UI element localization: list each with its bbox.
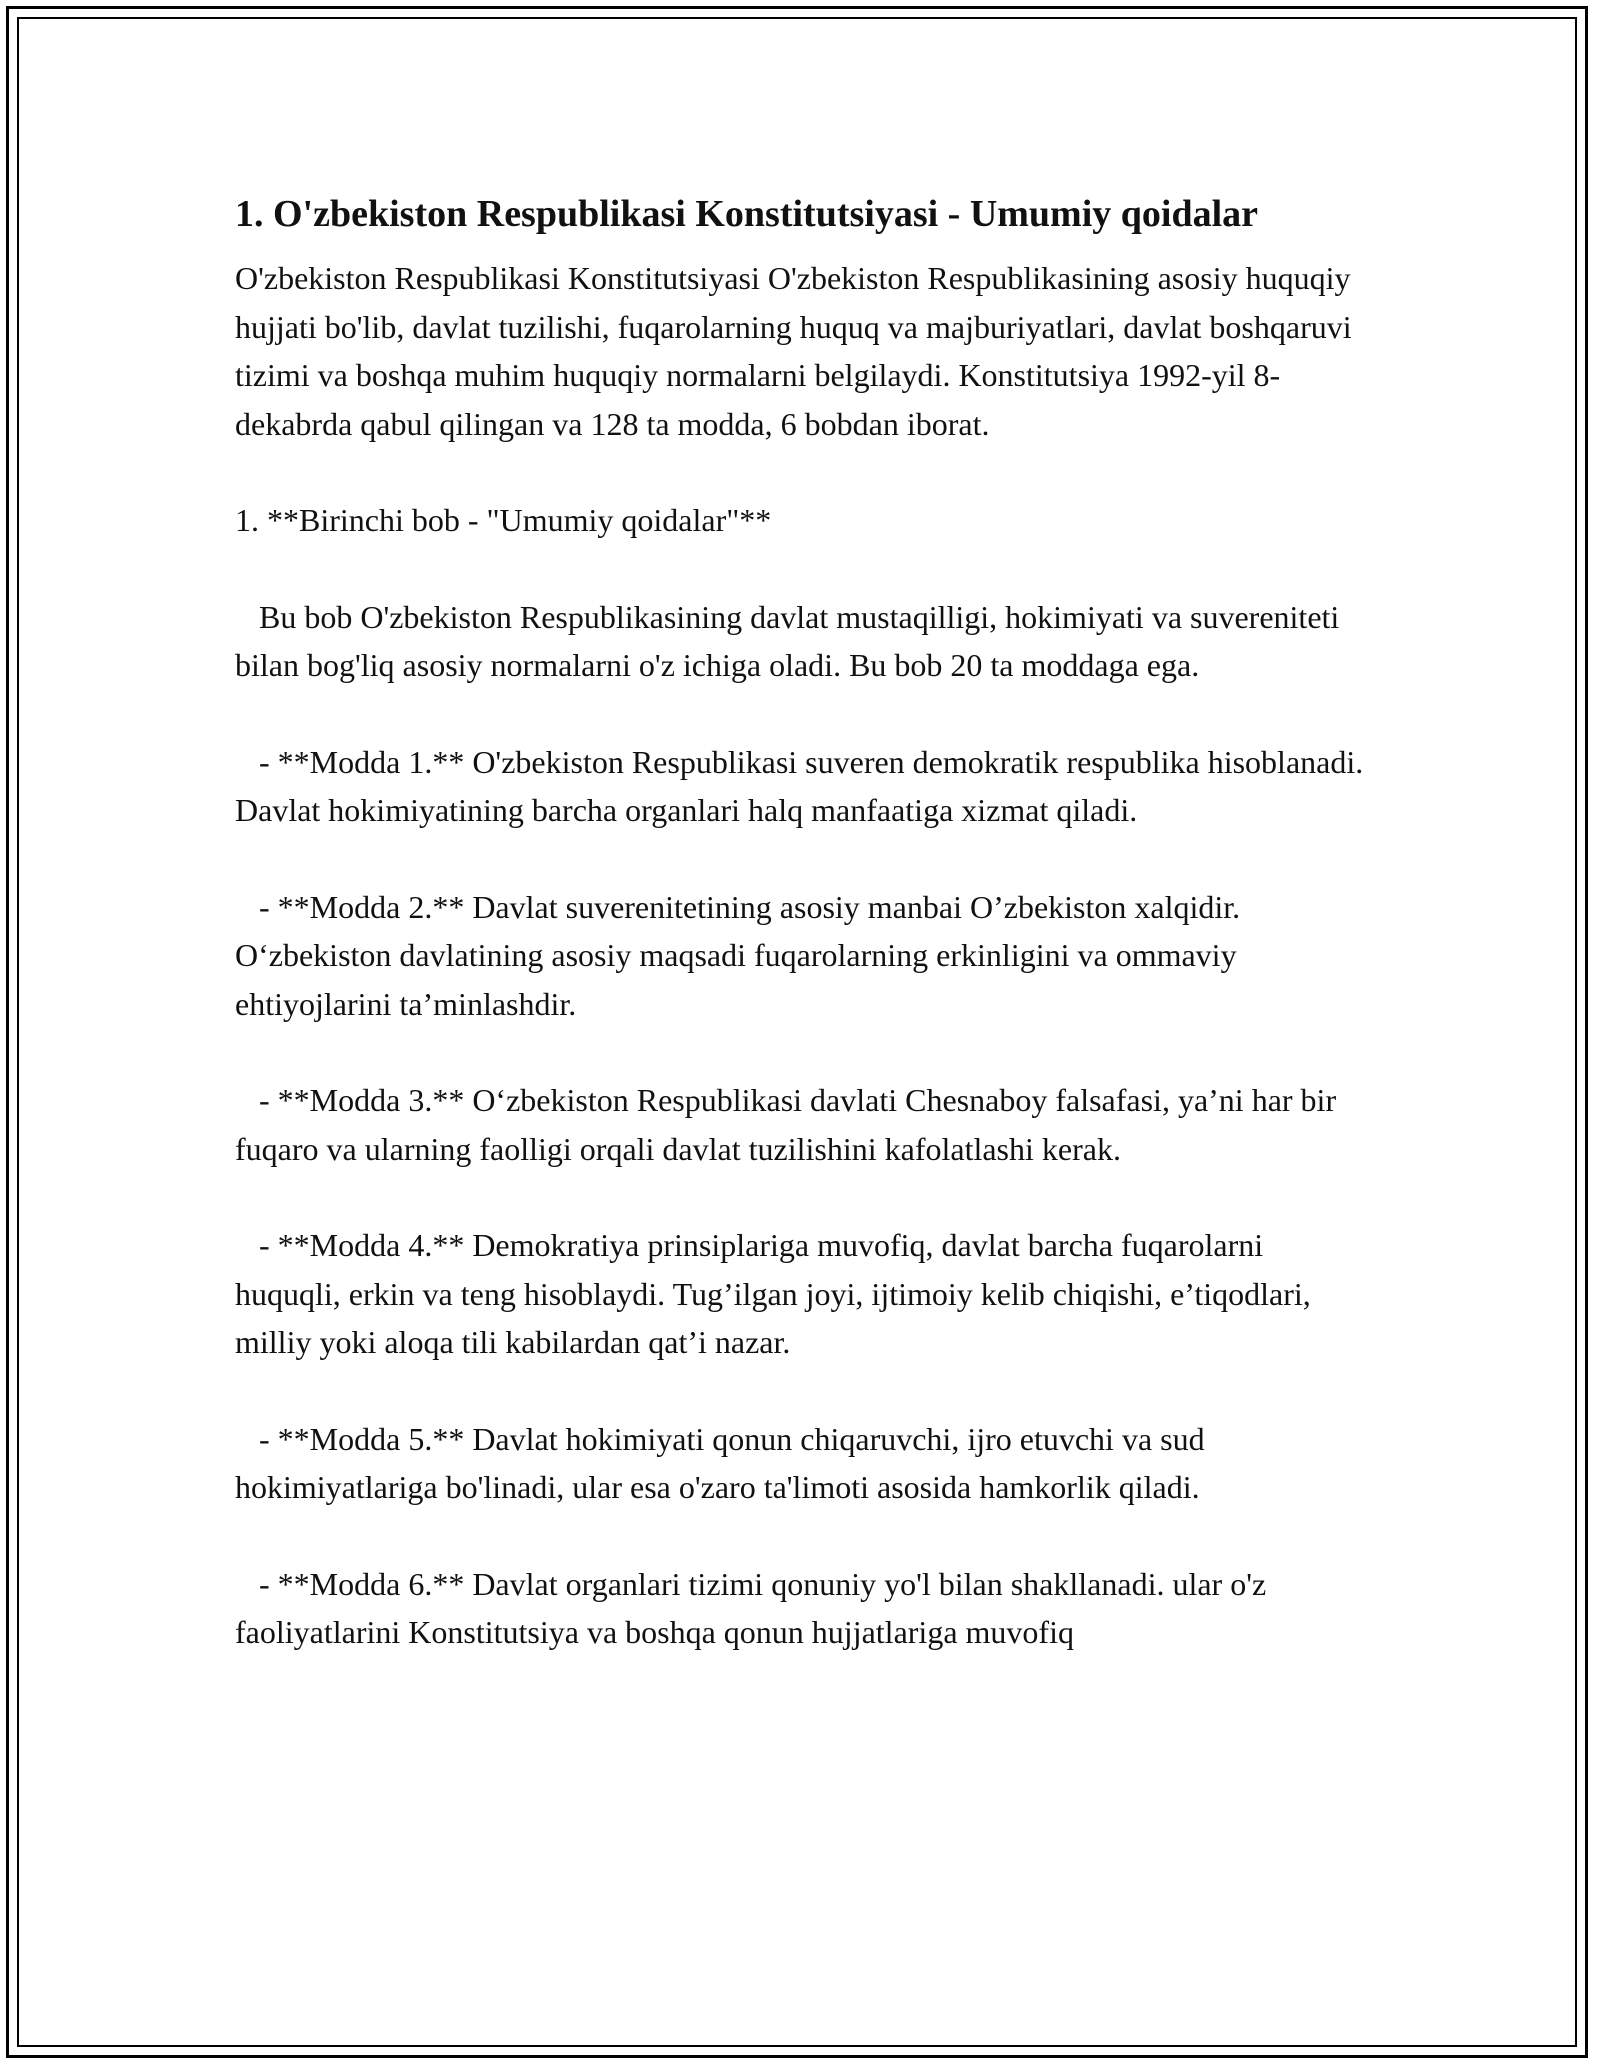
- article-1: - **Modda 1.** O'zbekiston Respublikasi suveren demokratik respublika hisoblanadi. Davlat hokimiyatining barcha organlari halq manfaatiga xizmat qiladi.: [235, 743, 1372, 828]
- article-3: - **Modda 3.** O‘zbekiston Respublikasi davlati Chesnaboy falsafasi, ya’ni har bir fuqaro va ularning faolligi orqali davlat tuzilishini kafolatlashi kerak.: [235, 1082, 1345, 1167]
- chapter-description: Bu bob O'zbekiston Respublikasining davlat mustaqilligi, hokimiyati va suvereniteti bilan bog'liq asosiy normalarni o'z ichiga oladi. Bu bob 20 ta moddaga ega.: [235, 598, 1348, 683]
- chapter-heading: 1. **Birinchi bob - "Umumiy qoidalar"**: [235, 502, 772, 538]
- document-title: 1. O'zbekiston Respublikasi Konstitutsiyasi - Umumiy qoidalar: [235, 193, 1259, 235]
- article-4: - **Modda 4.** Demokratiya prinsiplariga muvofiq, davlat barcha fuqarolarni huquqli, erkin va teng hisoblaydi. Tug’ilgan joyi, ijtimoiy kelib chiqishi, e’tiqodlari, milliy yoki aloqa tili kabilardan qat’i nazar.: [235, 1227, 1319, 1360]
- article-2: - **Modda 2.** Davlat suverenitetining asosiy manbai O’zbekiston xalqidir. O‘zbekiston davlatining asosiy maqsadi fuqarolarning erkinligini va ommaviy ehtiyojlarini ta’minlashdir.: [235, 888, 1249, 1022]
- intro-paragraph: O'zbekiston Respublikasi Konstitutsiyasi O'zbekiston Respublikasining asosiy huquqiy hujjati bo'lib, davlat tuzilishi, fuqarolarning huquq va majburiyatlari, davlat boshqaruvi tizimi va boshqa muhim huquqiy normalarni belgilaydi. Konstitutsiya 1992-yil 8-dekabrda qabul qilingan va 128 ta modda, 6 bobdan iborat.: [235, 260, 1360, 442]
- document-body: [235, 186, 1370, 1657]
- article-5: - **Modda 5.** Davlat hokimiyati qonun chiqaruvchi, ijro etuvchi va sud hokimiyatlariga bo'linadi, ular esa o'zaro ta'limoti asosida hamkorlik qiladi.: [235, 1420, 1213, 1505]
- article-6: - **Modda 6.** Davlat organlari tizimi qonuniy yo'l bilan shakllanadi. ular o'z faoliyatlarini Konstitutsiya va boshqa qonun hujjatlariga muvofiq: [235, 1565, 1275, 1650]
